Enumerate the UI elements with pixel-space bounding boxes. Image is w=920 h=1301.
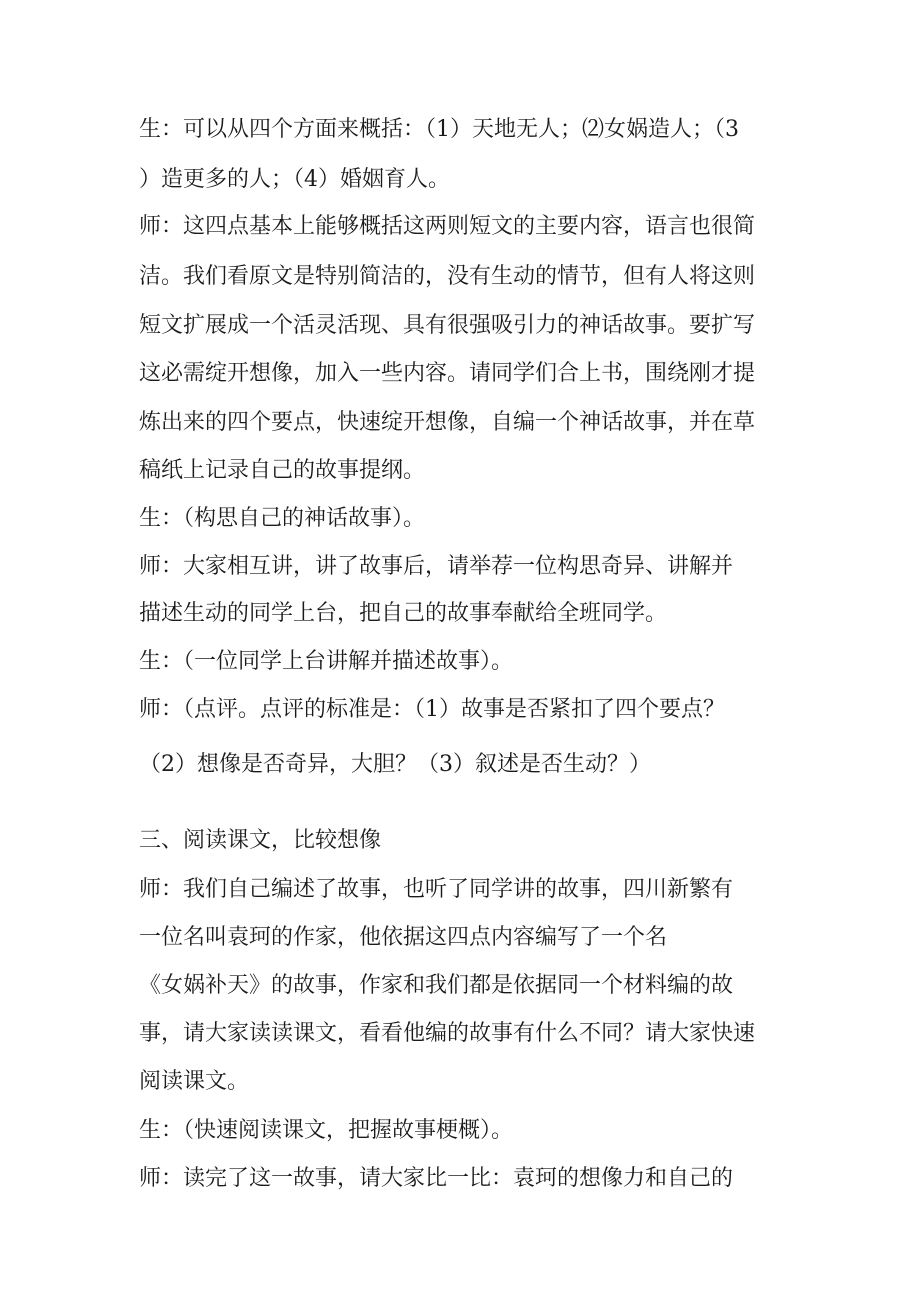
text-line: 生：（快速阅读课文，把握故事梗概）。 bbox=[139, 1118, 514, 1143]
text-line: 这必需绽开想像，加入一些内容。请同学们合上书，围绕刚才提 bbox=[139, 361, 756, 386]
text-line: 《女娲补天》的故事，作家和我们都是依据同一个材料编的故 bbox=[139, 973, 734, 998]
text-line: 师：读完了这一故事，请大家比一比：袁珂的想像力和自己的 bbox=[139, 1166, 734, 1191]
text-line: 师：这四点基本上能够概括这两则短文的主要内容，语言也很简 bbox=[139, 214, 756, 239]
text-line: 炼出来的四个要点，快速绽开想像，自编一个神话故事，并在草 bbox=[139, 410, 756, 435]
text-line: 稿纸上记录自己的故事提纲。 bbox=[139, 458, 426, 483]
text-line: 事，请大家读读课文，看看他编的故事有什么不同？请大家快速 bbox=[139, 1021, 756, 1046]
text-line: 洁。我们看原文是特别简洁的，没有生动的情节，但有人将这则 bbox=[139, 264, 756, 289]
text-line: 生：（一位同学上台讲解并描述故事）。 bbox=[139, 649, 514, 674]
text-line: 师：（点评。点评的标准是：（1）故事是否紧扣了四个要点？ bbox=[139, 697, 725, 722]
text-line: 生：可以从四个方面来概括：（1）天地无人；⑵女娲造人；（3 bbox=[139, 117, 739, 142]
text-line: （2）想像是否奇异，大胆？（3）叙述是否生动？） bbox=[139, 752, 651, 777]
text-line: 师：大家相互讲，讲了故事后，请举荐一位构思奇异、讲解并 bbox=[139, 554, 734, 579]
text-line: 短文扩展成一个活灵活现、具有很强吸引力的神话故事。要扩写 bbox=[139, 313, 756, 338]
text-line: 师：我们自己编述了故事，也听了同学讲的故事，四川新繁有 bbox=[139, 877, 734, 902]
section-heading: 三、阅读课文，比较想像 bbox=[139, 828, 382, 853]
text-line: 阅读课文。 bbox=[139, 1069, 250, 1094]
text-line: ）造更多的人；（4）婚姻育人。 bbox=[139, 167, 450, 192]
text-line: 描述生动的同学上台，把自己的故事奉献给全班同学。 bbox=[139, 601, 668, 626]
text-line: 一位名叫袁珂的作家，他依据这四点内容编写了一个名 bbox=[139, 925, 668, 950]
text-line: 生：（构思自己的神话故事）。 bbox=[139, 506, 426, 531]
